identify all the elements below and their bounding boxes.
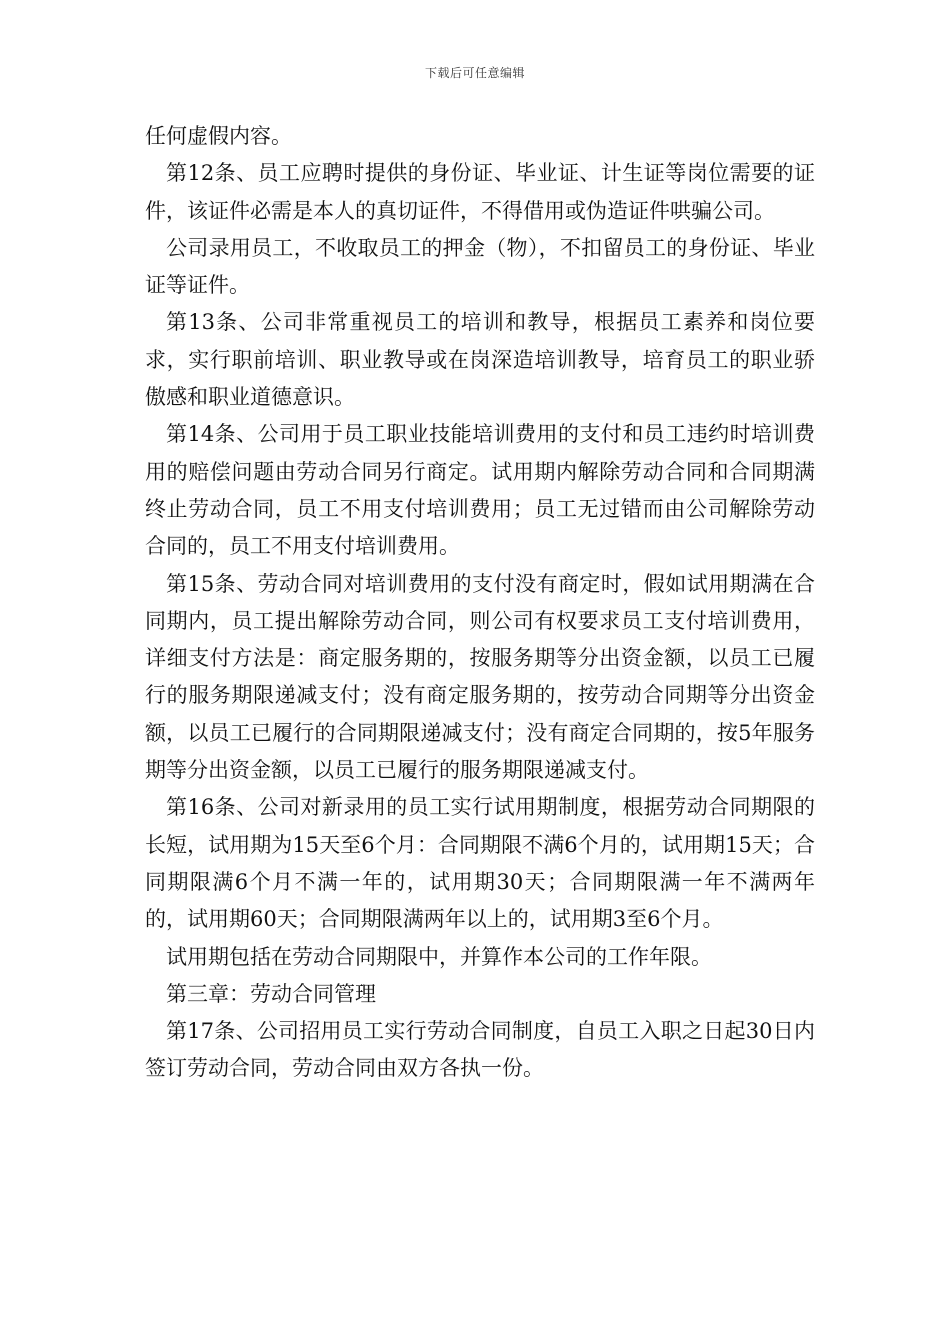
- chapter-heading: 第三章：劳动合同管理: [166, 981, 376, 1006]
- paragraph-article-16: 第16条、公司对新录用的员工实行试用期制度，根据劳动合同期限的长短，试用期为15天至6个月：合同期限不满6个月的，试用期15天；合同期限满6个月不满一年的，试用期30天；合同期限满一年不满两年的，试用期60天；合同期限满两年以上的，试用期3至6个月。: [145, 795, 815, 932]
- paragraph-article-17: 第17条、公司招用员工实行劳动合同制度，自员工入职之日起30日内签订劳动合同，劳动合同由双方各执一份。: [145, 1019, 815, 1081]
- paragraph-probation-note: 试用期包括在劳动合同期限中，并算作本公司的工作年限。: [166, 944, 712, 969]
- document-body: [145, 118, 815, 1088]
- page-header: 下载后可任意编辑: [424, 66, 525, 80]
- paragraph-no-deposit: 公司录用员工，不收取员工的押金（物），不扣留员工的身份证、毕业证等证件。: [145, 235, 815, 298]
- paragraph-article-14: 第14条、公司用于员工职业技能培训费用的支付和员工违约时培训费用的赔偿问题由劳动合同另行商定。试用期内解除劳动合同和合同期满终止劳动合同，员工不用支付培训费用；员工无过错而由公司解除劳动合同的，员工不用支付培训费用。: [145, 422, 815, 559]
- paragraph-article-15: 第15条、劳动合同对培训费用的支付没有商定时，假如试用期满在合同期内，员工提出解除劳动合同，则公司有权要求员工支付培训费用，详细支付方法是：商定服务期的，按服务期等分出资金额，以员工已履行的服务期限递减支付；没有商定服务期的，按劳动合同期等分出资金额，以员工已履行的合同期限递减支付；没有商定合同期的，按5年服务期等分出资金额，以员工已履行的服务期限递减支付。: [145, 571, 815, 783]
- paragraph-article-13: 第13条、公司非常重视员工的培训和教导，根据员工素养和岗位要求，实行职前培训、职业教导或在岗深造培训教导，培育员工的职业骄傲感和职业道德意识。: [145, 310, 815, 410]
- paragraph-article-12: 第12条、员工应聘时提供的身份证、毕业证、计生证等岗位需要的证件，该证件必需是本人的真切证件，不得借用或伪造证件哄骗公司。: [145, 161, 815, 223]
- paragraph-continuation: 任何虚假内容。: [145, 124, 292, 148]
